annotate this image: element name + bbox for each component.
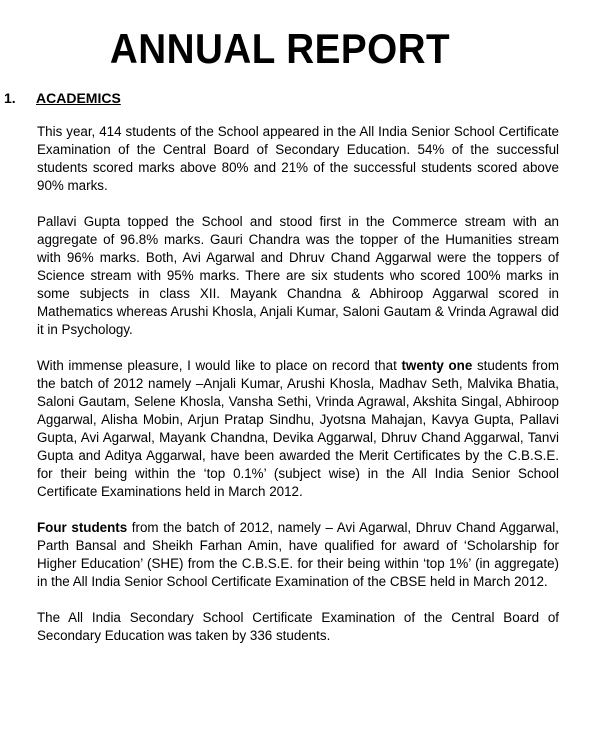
paragraph-secondary-exam: The All India Secondary School Certificate Examination of the Central Board of Secondary Education was taken by 336 students. xyxy=(37,610,559,643)
section-heading xyxy=(4,89,121,107)
paragraph-scholarship xyxy=(37,519,559,591)
report-title: ANNUAL REPORT xyxy=(109,25,451,72)
section-number: 1. xyxy=(4,90,16,106)
report-body xyxy=(37,123,559,663)
scholarship-text: from the batch of 2012, namely – Avi Agarwal, Dhruv Chand Aggarwal, Parth Bansal and Sheikh Farhan Amin, have qualified for award of ‘Scholarship for Higher Education’ (SHE) from the C.B.S.E. for their being within ‘top 1%’ (in aggregate) in the All India Senior School Certificate Examination of the CBSE held in March 2012. xyxy=(37,520,559,589)
paragraph-exam-results: This year, 414 students of the School appeared in the All India Senior School Certificate Examination of the Central Board of Secondary Education. 54% of the successful students scored marks above 80% and 21% of the successful students scored above 90% marks. xyxy=(37,124,559,193)
merit-count-bold: twenty one xyxy=(401,358,473,373)
paragraph-merit-certificates xyxy=(37,357,559,501)
paragraph-toppers: Pallavi Gupta topped the School and stood first in the Commerce stream with an aggregate of 96.8% marks. Gauri Chandra was the topper of the Humanities stream with 96% marks. Both, Avi Agarwal and Dhruv Chand Aggarwal were the toppers of Science stream with 95% marks. There are six students who scored 100% marks in some subjects in class XII. Mayank Chandna & Abhiroop Aggarwal scored in Mathematics whereas Arushi Khosla, Anjali Kumar, Saloni Gautam & Vrinda Agrawal did it in Psychology. xyxy=(37,214,559,337)
section-title: ACADEMICS xyxy=(36,90,121,106)
scholarship-count-bold: Four students xyxy=(37,520,128,535)
merit-text-after: students from the batch of 2012 namely –Anjali Kumar, Arushi Khosla, Madhav Seth, Malvika Bhatia, Saloni Gautam, Selene Khosla, Vansha Sethi, Vrinda Agrawal, Akshita Singal, Abhiroop Aggarwal, Alisha Mobin, Arjun Pratap Sindhu, Jyotsna Mahajan, Kavya Gupta, Pallavi Gupta, Avi Agarwal, Mayank Chandna, Devika Aggarwal, Dhruv Chand Aggarwal, Tanvi Gupta and Aditya Aggarwal, have been awarded the Merit Certificates by the C.B.S.E. for their being within the ‘top 0.1%’ (subject wise) in the All India Senior School Certificate Examinations held in March 2012. xyxy=(37,358,560,499)
merit-text-before: With immense pleasure, I would like to place on record that xyxy=(37,358,402,373)
